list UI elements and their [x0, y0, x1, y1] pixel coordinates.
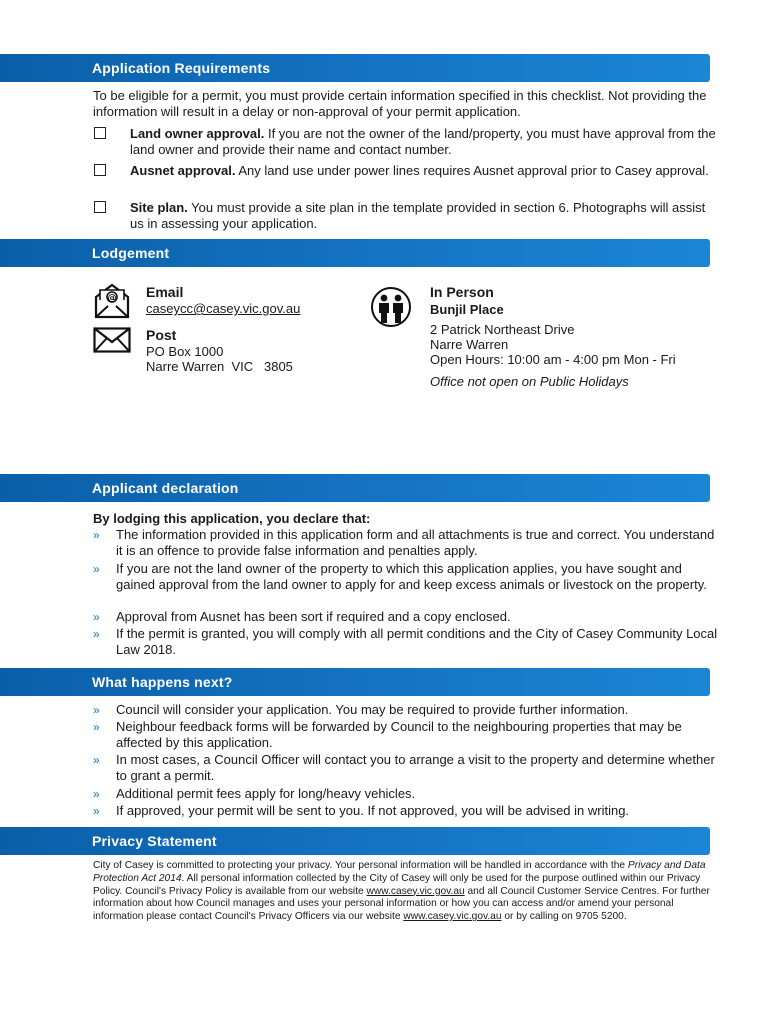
holiday-note: Office not open on Public Holidays [430, 374, 629, 389]
requirement-ausnet: Ausnet approval. Any land use under power lines requires Ausnet approval prior to Casey approval. [130, 163, 709, 178]
checkbox-ausnet[interactable] [94, 164, 106, 176]
declaration-item: Approval from Ausnet has been sort if required and a copy enclosed. [116, 609, 511, 624]
section-title: Lodgement [92, 245, 170, 261]
next-item: If approved, your permit will be sent to you. If not approved, you will be advised in writing. [116, 803, 630, 818]
post-line1: PO Box 1000 [146, 344, 224, 359]
declaration-lead: By lodging this application, you declare that: [93, 511, 371, 526]
venue-name: Bunjil Place [430, 302, 504, 317]
bullet-icon: » [93, 787, 100, 801]
address-line1: 2 Patrick Northeast Drive [430, 322, 575, 337]
envelope-icon [93, 327, 131, 353]
section-header-declaration [0, 474, 710, 502]
next-item: Council will consider your application. You may be required to provide further information. [116, 702, 629, 717]
people-icon [370, 287, 412, 327]
open-hours: Open Hours: 10:00 am - 4:00 pm Mon - Fri [430, 352, 676, 367]
website-link[interactable]: www.casey.vic.gov.au [403, 911, 502, 923]
section-header-privacy [0, 827, 710, 855]
bullet-icon: » [93, 753, 100, 767]
next-item: Additional permit fees apply for long/heavy vehicles. [116, 786, 416, 801]
section-title: Applicant declaration [92, 480, 239, 496]
email-label: Email [146, 284, 184, 300]
in-person-label: In Person [430, 284, 494, 300]
bullet-icon: » [93, 720, 100, 734]
website-link[interactable]: www.casey.vic.gov.au [366, 885, 465, 897]
requirements-intro: To be eligible for a permit, you must provide certain information specified in this checklist. Not providing the information will result in a delay or non-approval of your permit application. [93, 88, 707, 119]
section-header-next [0, 668, 710, 696]
next-item: In most cases, a Council Officer will contact you to arrange a visit to the property and determine whether to grant a permit. [116, 752, 715, 783]
bullet-icon: » [93, 528, 100, 542]
section-title: What happens next? [92, 674, 233, 690]
privacy-statement: City of Casey is committed to protecting your privacy. Your personal information will be handled in accordance with the Privacy and Data Protection Act 2014. All personal information collected by the City of Casey will only be used for the purpose outlined within our Privacy Policy. Council's Privacy Policy is available from our website www.casey.vic.gov.au and all Council Customer Service Centres. For further information about how Council manages and uses your personal information or how you can access and/or amend your personal information please contact Council's Privacy Officers via our website www.casey.vic.gov.au or by calling on 9705 5200. [93, 860, 710, 923]
requirement-site-plan: Site plan. You must provide a site plan in the template provided in section 6. Photographs will assist us in assessing your application. [130, 200, 706, 231]
section-title: Privacy Statement [92, 833, 217, 849]
section-title: Application Requirements [92, 60, 271, 76]
section-header-requirements [0, 54, 710, 82]
declaration-item: If the permit is granted, you will comply with all permit conditions and the City of Casey Community Local Law 2018. [116, 626, 718, 657]
post-label: Post [146, 327, 177, 343]
bullet-icon: » [93, 804, 100, 818]
address-line2: Narre Warren [430, 337, 509, 352]
next-item: Neighbour feedback forms will be forwarded by Council to the neighbouring properties that may be affected by this application. [116, 719, 682, 750]
email-link[interactable]: caseycc@casey.vic.gov.au [146, 301, 301, 316]
bullet-icon: » [93, 703, 100, 717]
email-at-icon [93, 283, 131, 319]
requirement-land-owner: Land owner approval. If you are not the owner of the land/property, you must have approval from the land owner and provide their name and contact number. [130, 126, 716, 157]
checkbox-site-plan[interactable] [94, 201, 106, 213]
declaration-item: If you are not the land owner of the property to which this application applies, you have sought and gained approval from the land owner to apply for and keep excess animals or livestock on the property. [116, 561, 707, 592]
section-header-lodgement [0, 239, 710, 267]
bullet-icon: » [93, 627, 100, 641]
svg-text:@: @ [107, 293, 117, 304]
declaration-item: The information provided in this application form and all attachments is true and correct. You understand it is an offence to provide false information and penalties apply. [116, 527, 715, 558]
bullet-icon: » [93, 610, 100, 624]
bullet-icon: » [93, 562, 100, 576]
post-line2: Narre Warren VIC 3805 [146, 359, 293, 374]
act-name: Privacy and Data Protection Act 2014 [93, 860, 706, 884]
checkbox-land-owner[interactable] [94, 127, 106, 139]
